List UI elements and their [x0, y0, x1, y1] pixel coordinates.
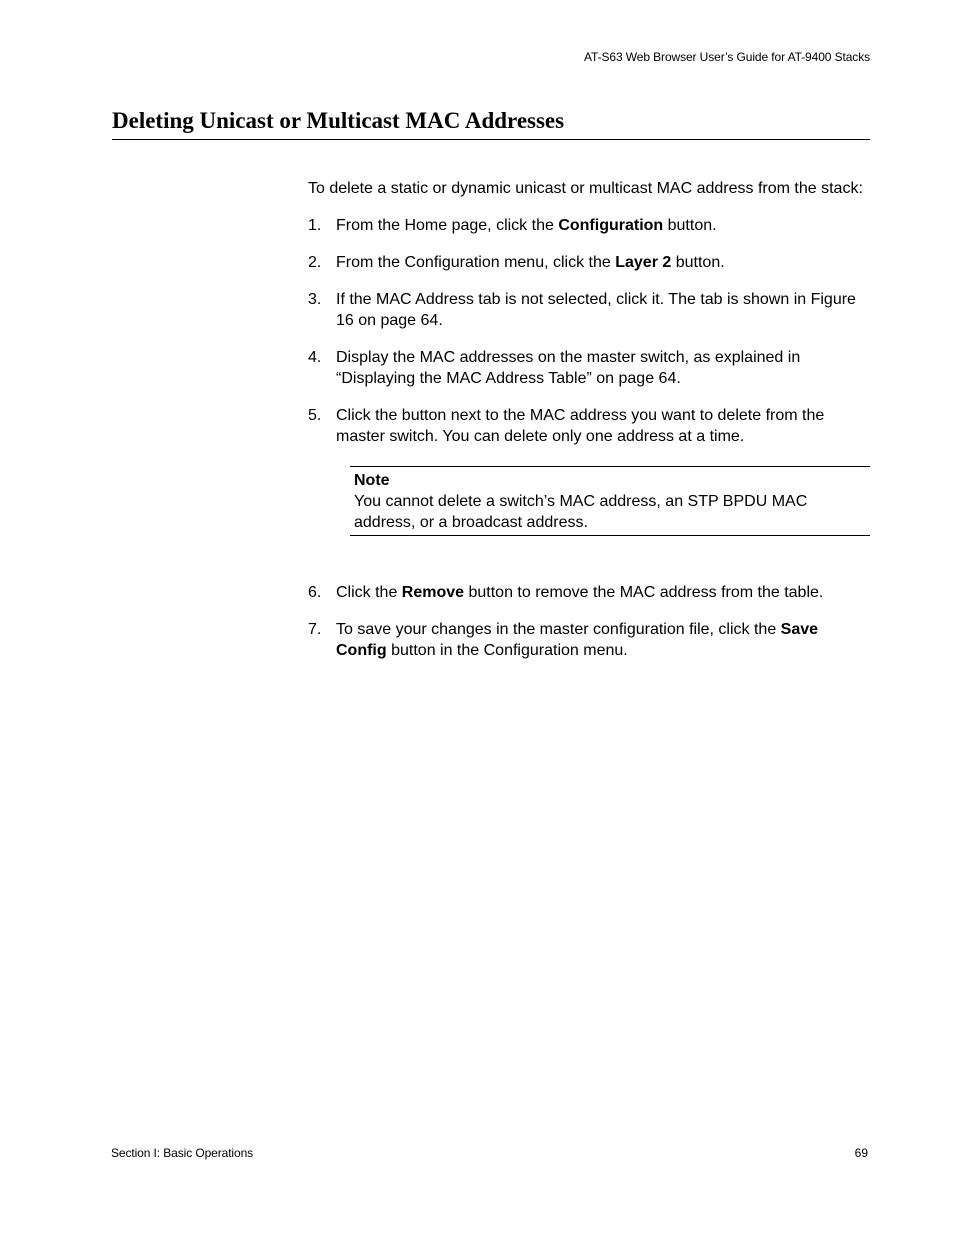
step-text: If the MAC Address tab is not selected, click it. The tab is shown in Figure 16 on page 64.	[336, 291, 856, 329]
step-number: 5.	[308, 407, 322, 424]
step-number: 6.	[308, 584, 322, 601]
step-ui-term: Save Config	[336, 621, 819, 659]
step-text-run: Click the	[336, 584, 402, 601]
step-ui-term: Remove	[401, 584, 465, 601]
step-text	[336, 252, 870, 273]
note-label: Note	[354, 472, 390, 489]
section-title: Deleting Unicast or Multicast MAC Addresses	[112, 107, 870, 140]
step-text-run: To save your changes in the master configuration file, click the	[336, 621, 781, 638]
step-number: 7.	[308, 621, 322, 638]
step-item	[308, 347, 870, 389]
intro-paragraph: To delete a static or dynamic unicast or multicast MAC address from the stack:	[308, 180, 863, 197]
steps-list	[308, 215, 870, 447]
step-item	[308, 405, 870, 447]
running-header: AT-S63 Web Browser User’s Guide for AT-9400 Stacks	[583, 50, 870, 64]
footer-page-number: 69	[854, 1146, 868, 1160]
step-item	[308, 215, 870, 236]
step-text	[336, 582, 870, 603]
step-text-run: From the Home page, click the	[336, 217, 559, 234]
steps-list-continued	[308, 582, 870, 661]
step-ui-term: Layer 2	[615, 254, 672, 271]
step-number: 2.	[308, 254, 322, 271]
step-item	[308, 582, 870, 603]
step-text-run: button to remove the MAC address from the table.	[464, 584, 824, 601]
step-item	[308, 289, 870, 331]
step-ui-term: Configuration	[558, 217, 664, 234]
step-text-run: button in the Configuration menu.	[386, 642, 628, 659]
section-body	[308, 178, 870, 677]
step-item	[308, 619, 870, 661]
step-number: 4.	[308, 349, 322, 366]
step-text	[336, 215, 870, 236]
step-text-run: button.	[663, 217, 717, 234]
note-text: You cannot delete a switch’s MAC address, an STP BPDU MAC address, or a broadcast address.	[354, 493, 808, 531]
step-number: 1.	[308, 217, 322, 234]
note-box	[350, 466, 870, 536]
step-text: Click the button next to the MAC address you want to delete from the master switch. You can delete only one address at a time.	[336, 407, 825, 445]
step-text	[336, 619, 870, 661]
step-item	[308, 252, 870, 273]
step-text-run: From the Configuration menu, click the	[336, 254, 616, 271]
step-text: Display the MAC addresses on the master switch, as explained in “Displaying the MAC Address Table” on page 64.	[336, 349, 801, 387]
footer-section-label: Section I: Basic Operations	[111, 1146, 254, 1160]
step-text-run: button.	[671, 254, 725, 271]
step-number: 3.	[308, 291, 322, 308]
